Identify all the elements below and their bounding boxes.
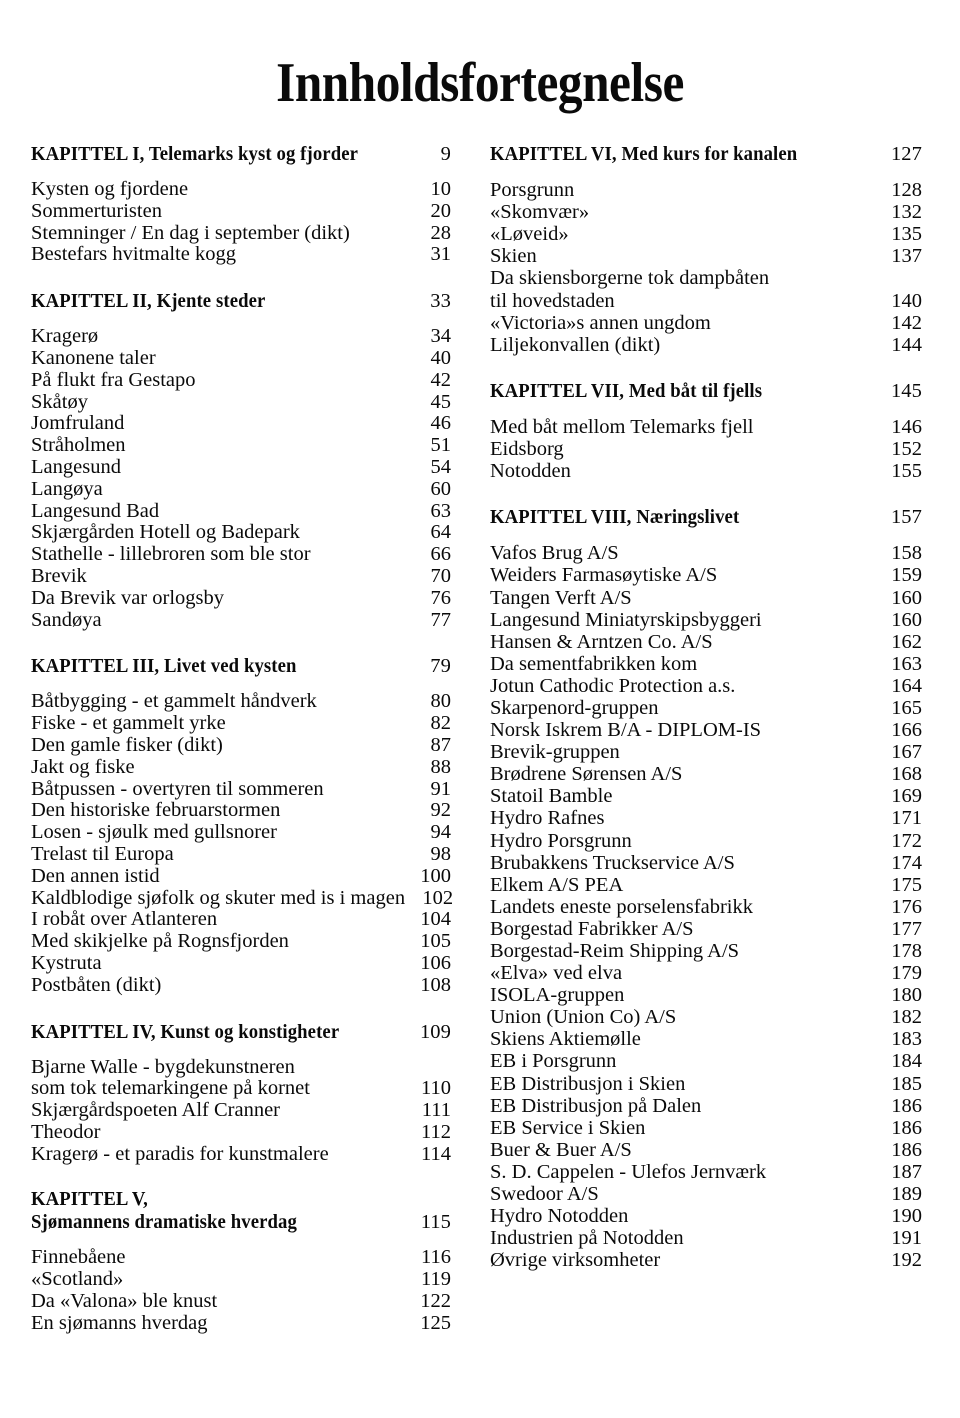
section-gap <box>490 482 922 506</box>
chapter-label: KAPITTEL V, <box>31 1189 148 1211</box>
toc-entry-row[interactable] <box>31 435 451 457</box>
toc-entry-row[interactable] <box>31 413 451 435</box>
toc-entry-title: «Skomvær» <box>490 201 590 224</box>
toc-entry-row[interactable] <box>490 1050 922 1072</box>
toc-entry-row[interactable] <box>490 416 922 438</box>
toc-entry-title: Finnebåene <box>31 1246 126 1269</box>
toc-entry-row[interactable] <box>31 886 454 910</box>
page-title: Innholdsfortegnelse <box>276 51 684 114</box>
toc-entry-title: Langøya <box>31 477 103 500</box>
section-gap <box>31 997 451 1021</box>
toc-entry-title: S. D. Cappelen - Ulefos Jernværk <box>490 1160 767 1183</box>
toc-entry-row[interactable] <box>490 675 922 697</box>
toc-entry-page-number: 125 <box>420 1311 451 1334</box>
toc-entry-page-number: 28 <box>430 221 451 244</box>
toc-entry-row[interactable] <box>31 1144 451 1166</box>
toc-entry-title: Borgestad Fabrikker A/S <box>490 917 694 940</box>
toc-entry-row[interactable] <box>31 501 451 523</box>
toc-entry-title: til hovedstaden <box>490 289 615 312</box>
toc-entry-page-number: 91 <box>430 777 451 800</box>
toc-entry-title: Da «Valona» ble knust <box>31 1290 218 1313</box>
toc-entry-title: Den historiske februarstormen <box>31 799 281 822</box>
toc-entry-page-number: 172 <box>891 829 922 852</box>
chapter-label: KAPITTEL III, Livet ved kysten <box>31 656 297 678</box>
toc-entry-title: som tok telemarkingene på kornet <box>31 1077 310 1100</box>
toc-entry-page-number: 183 <box>891 1028 922 1051</box>
toc-entry-row[interactable] <box>31 713 451 735</box>
toc-entry-page-number: 186 <box>891 1094 922 1117</box>
toc-entry-row[interactable] <box>490 874 922 896</box>
toc-entry-title: Stråholmen <box>31 434 126 457</box>
toc-entry-page-number: 159 <box>891 564 922 587</box>
toc-entry-row[interactable] <box>490 460 922 482</box>
toc-entry-page-number: 160 <box>891 586 922 609</box>
toc-entry-row[interactable] <box>490 290 922 312</box>
toc-entry-page-number: 171 <box>891 807 922 830</box>
toc-entry-title: Jomfruland <box>31 412 125 435</box>
toc-entry-page-number: 111 <box>421 1099 451 1122</box>
toc-entry-title: Skåtøy <box>31 390 88 413</box>
toc-entry-page-number: 184 <box>891 1050 922 1073</box>
toc-entry-page-number: 144 <box>891 333 922 356</box>
toc-entry-title: Kragerø - et paradis for kunstmalere <box>31 1142 329 1165</box>
toc-entry-title: Kragerø <box>31 325 99 348</box>
toc-entry-page-number: 108 <box>420 973 451 996</box>
toc-column-right <box>490 143 922 1271</box>
toc-entry-title: «Scotland» <box>31 1268 124 1291</box>
toc-entry-page-number: 106 <box>420 951 451 974</box>
toc-entry-row[interactable] <box>490 542 922 564</box>
toc-entry-title: Notodden <box>490 460 571 483</box>
toc-column-left <box>31 143 454 1335</box>
toc-entry-title: Kysten og fjordene <box>31 178 189 200</box>
toc-entry-row[interactable] <box>490 1117 922 1139</box>
chapter-page-number: 79 <box>430 655 451 678</box>
chapter-gap <box>31 1044 451 1057</box>
toc-entry-title: I robåt over Atlanteren <box>31 908 218 931</box>
toc-entry-row[interactable] <box>31 844 451 866</box>
toc-entry-title: Statoil Bamble <box>490 785 613 808</box>
toc-entry-title: Fiske - et gammelt yrke <box>31 712 226 735</box>
toc-entry-row[interactable] <box>490 896 922 918</box>
chapter-row[interactable] <box>490 143 922 166</box>
toc-entry-row[interactable] <box>490 334 922 356</box>
toc-entry-row[interactable] <box>490 1073 922 1095</box>
toc-entry-page-number: 112 <box>421 1120 451 1143</box>
toc-entry-title: Skiens Aktiemølle <box>490 1028 641 1051</box>
toc-entry-title: Elkem A/S PEA <box>490 873 624 896</box>
toc-entry-row[interactable] <box>31 326 451 348</box>
chapter-label: KAPITTEL II, Kjente steder <box>31 291 266 313</box>
toc-entry-row[interactable] <box>490 719 922 741</box>
toc-entry-title: Tangen Verft A/S <box>490 586 632 609</box>
section-gap <box>490 356 922 380</box>
toc-entry-page-number: 128 <box>891 179 922 202</box>
toc-entry-page-number: 190 <box>891 1205 922 1228</box>
toc-entry-title: Jakt og fiske <box>31 755 135 778</box>
chapter-row[interactable] <box>31 143 451 166</box>
toc-entry-row[interactable] <box>31 588 451 610</box>
toc-entry-title: Hydro Rafnes <box>490 807 605 830</box>
toc-entry-title: Liljekonvallen (dikt) <box>490 333 661 356</box>
toc-entry-page-number: 122 <box>420 1290 451 1313</box>
toc-entry-row[interactable] <box>490 852 922 874</box>
toc-entry-page-number: 92 <box>430 799 451 822</box>
toc-entry-page-number: 119 <box>421 1268 451 1291</box>
toc-entry-title: Den annen istid <box>31 864 160 887</box>
toc-entry-row[interactable] <box>490 201 922 223</box>
toc-entry-title: Weiders Farmasøytiske A/S <box>490 564 718 587</box>
toc-entry-title: Båtbygging - et gammelt håndverk <box>31 690 317 713</box>
toc-entry-page-number: 168 <box>891 763 922 786</box>
toc-entry-title: Skarpenord-gruppen <box>490 696 659 719</box>
toc-entry-title: Stemninger / En dag i september (dikt) <box>31 221 350 244</box>
chapter-row[interactable] <box>31 1189 451 1211</box>
toc-entry-page-number: 140 <box>891 289 922 312</box>
section-gap <box>31 1165 451 1189</box>
toc-entry-page-number: 102 <box>422 886 454 909</box>
toc-entry-page-number: 135 <box>891 223 922 246</box>
toc-entry-row[interactable] <box>31 348 451 370</box>
toc-entry-row[interactable] <box>490 1006 922 1028</box>
chapter-gap <box>490 166 922 179</box>
toc-entry-row[interactable] <box>31 479 451 501</box>
toc-entry-title: Landets eneste porselensfabrikk <box>490 895 753 918</box>
toc-entry-title: Med båt mellom Telemarks fjell <box>490 415 754 438</box>
toc-entry-page-number: 167 <box>891 741 922 764</box>
chapter-row[interactable] <box>31 290 451 313</box>
toc-entry-row[interactable] <box>31 735 451 757</box>
toc-entry-title: Jotun Cathodic Protection a.s. <box>490 674 736 697</box>
toc-entry-page-number: 70 <box>430 564 451 587</box>
toc-entry-page-number: 165 <box>891 696 922 719</box>
toc-entry-row[interactable] <box>490 1183 922 1205</box>
toc-entry-page-number: 94 <box>430 821 451 844</box>
toc-entry-page-number: 34 <box>430 325 451 348</box>
toc-entry-page-number: 177 <box>891 917 922 940</box>
toc-entry-page-number: 105 <box>420 930 451 953</box>
toc-entry-page-number: 100 <box>420 864 451 887</box>
toc-entry-row[interactable] <box>31 223 451 245</box>
toc-entry-page-number: 42 <box>430 368 451 391</box>
toc-entry-page-number: 155 <box>891 460 922 483</box>
toc-entry-title: Brødrene Sørensen A/S <box>490 763 683 786</box>
toc-entry-page-number: 160 <box>891 608 922 631</box>
toc-entry-page-number: 158 <box>891 542 922 565</box>
toc-entry-row[interactable] <box>490 962 922 984</box>
toc-entry-title: Porsgrunn <box>490 179 575 202</box>
chapter-label-line2: Sjømannens dramatiske hverdag <box>31 1212 297 1234</box>
toc-entry-row[interactable] <box>31 1122 451 1144</box>
chapter-row[interactable] <box>31 1211 451 1234</box>
toc-entry-page-number: 82 <box>430 712 451 735</box>
toc-entry-title: Industrien på Notodden <box>490 1227 684 1250</box>
toc-entry-title: Langesund Bad <box>31 499 160 522</box>
toc-entry-page-number: 191 <box>891 1227 922 1250</box>
toc-entry-title: «Løveid» <box>490 223 569 246</box>
toc-entry-title: Hydro Porsgrunn <box>490 829 632 852</box>
toc-entry-title: EB i Porsgrunn <box>490 1050 617 1073</box>
toc-entry-page-number: 45 <box>430 390 451 413</box>
toc-entry-row[interactable] <box>490 918 922 940</box>
toc-entry-row[interactable] <box>31 522 451 544</box>
toc-entry-title: Hydro Notodden <box>490 1205 629 1228</box>
toc-entry-row[interactable] <box>490 807 922 829</box>
toc-entry-title: Skjærgårdspoeten Alf Cranner <box>31 1099 280 1122</box>
toc-entry-page-number: 146 <box>891 415 922 438</box>
toc-entry-page-number: 132 <box>891 201 922 224</box>
chapter-page-number: 145 <box>890 379 922 402</box>
toc-entry-title: Båtpussen - overtyren til sommeren <box>31 777 324 800</box>
toc-entry-title: Bjarne Walle - bygdekunstneren <box>31 1055 295 1078</box>
toc-entry-title: EB Distribusjon på Dalen <box>490 1094 702 1117</box>
toc-entry-row[interactable] <box>490 785 922 807</box>
toc-entry-title: Med skikjelke på Rognsfjorden <box>31 930 289 953</box>
toc-entry-row[interactable] <box>31 1057 451 1079</box>
chapter-label: KAPITTEL I, Telemarks kyst og fjorder <box>31 144 359 165</box>
toc-entry-page-number: 162 <box>891 630 922 653</box>
toc-entry-title: Buer & Buer A/S <box>490 1138 632 1161</box>
chapter-row[interactable] <box>490 380 922 403</box>
toc-entry-row[interactable] <box>31 931 451 953</box>
chapter-row[interactable] <box>31 1021 451 1044</box>
toc-entry-page-number: 166 <box>891 719 922 742</box>
toc-entry-page-number: 185 <box>891 1072 922 1095</box>
toc-entry-page-number: 104 <box>420 908 451 931</box>
toc-entry-row[interactable] <box>31 822 451 844</box>
toc-entry-page-number: 178 <box>891 940 922 962</box>
toc-entry-row[interactable] <box>490 223 922 245</box>
toc-entry-title: Langesund <box>31 455 121 478</box>
chapter-page-number: 127 <box>890 143 922 165</box>
toc-entry-title: Sommerturisten <box>31 199 162 222</box>
toc-entry-page-number: 174 <box>891 851 922 874</box>
toc-entry-title: Skjærgården Hotell og Badepark <box>31 521 300 544</box>
toc-entry-page-number: 189 <box>891 1183 922 1206</box>
toc-entry-row[interactable] <box>31 610 451 632</box>
toc-entry-row[interactable] <box>490 741 922 763</box>
toc-entry-title: Borgestad-Reim Shipping A/S <box>490 940 740 962</box>
toc-entry-title: Eidsborg <box>490 438 564 461</box>
toc-entry-page-number: 60 <box>430 477 451 500</box>
toc-entry-row[interactable] <box>31 1078 451 1100</box>
toc-entry-page-number: 66 <box>430 543 451 566</box>
toc-entry-title: Kystruta <box>31 951 102 974</box>
toc-entry-row[interactable] <box>31 691 451 713</box>
toc-entry-row[interactable] <box>490 587 922 609</box>
toc-entry-page-number: 76 <box>430 586 451 609</box>
toc-entry-row[interactable] <box>31 779 451 801</box>
chapter-page-number: 157 <box>890 506 922 529</box>
toc-entry-title: Brevik-gruppen <box>490 741 620 764</box>
toc-entry-title: Bestefars hvitmalte kogg <box>31 243 236 266</box>
toc-entry-row[interactable] <box>31 1247 451 1269</box>
toc-entry-page-number: 142 <box>891 311 922 334</box>
toc-entry-page-number: 192 <box>891 1249 922 1272</box>
chapter-page-number: 115 <box>420 1211 451 1234</box>
toc-entry-row[interactable] <box>31 544 451 566</box>
toc-entry-page-number: 80 <box>430 690 451 713</box>
toc-entry-page-number: 63 <box>430 499 451 522</box>
section-gap <box>31 631 451 655</box>
toc-entry-row[interactable] <box>31 757 451 779</box>
toc-entry-row[interactable] <box>490 245 922 267</box>
toc-entry-page-number: 152 <box>891 438 922 461</box>
toc-entry-page-number: 163 <box>891 652 922 675</box>
toc-entry-title: Theodor <box>31 1120 101 1143</box>
toc-entry-row[interactable] <box>490 438 922 460</box>
toc-entry-row[interactable] <box>31 566 451 588</box>
toc-entry-title: På flukt fra Gestapo <box>31 368 196 391</box>
toc-entry-row[interactable] <box>31 1269 451 1291</box>
toc-entry-page-number: 180 <box>891 984 922 1007</box>
toc-entry-page-number: 98 <box>430 842 451 865</box>
toc-entry-page-number: 187 <box>891 1160 922 1183</box>
chapter-page-number: 9 <box>440 143 451 165</box>
toc-entry-page-number: 186 <box>891 1116 922 1139</box>
toc-entry-row[interactable] <box>490 1249 922 1271</box>
toc-entry-title: ISOLA-gruppen <box>490 984 625 1007</box>
toc-entry-row[interactable] <box>490 1095 922 1117</box>
toc-entry-title: «Victoria»s annen ungdom <box>490 311 711 334</box>
toc-entry-row[interactable] <box>31 800 451 822</box>
toc-entry-title: Kaldblodige sjøfolk og skuter med is i magen <box>31 886 406 909</box>
toc-entry-title: Da skiensborgerne tok dampbåten <box>490 267 770 290</box>
chapter-gap <box>490 403 922 416</box>
chapter-row[interactable] <box>31 655 451 678</box>
toc-entry-page-number: 182 <box>891 1006 922 1029</box>
toc-entry-page-number: 175 <box>891 873 922 896</box>
toc-entry-row[interactable] <box>31 909 451 931</box>
toc-entry-title: Brubakkens Truckservice A/S <box>490 851 735 874</box>
toc-entry-row[interactable] <box>31 244 451 266</box>
toc-entry-title: Da Brevik var orlogsby <box>31 586 224 609</box>
toc-entry-page-number: 46 <box>430 412 451 435</box>
toc-entry-title: EB Distribusjon i Skien <box>490 1072 686 1095</box>
toc-entry-row[interactable] <box>31 1100 451 1122</box>
toc-entry-page-number: 51 <box>430 434 451 457</box>
toc-entry-page-number: 87 <box>430 733 451 756</box>
toc-entry-page-number: 54 <box>430 455 451 478</box>
toc-entry-page-number: 40 <box>430 346 451 369</box>
chapter-gap <box>490 529 922 542</box>
chapter-label: KAPITTEL VIII, Næringslivet <box>490 507 740 529</box>
toc-entry-row[interactable] <box>31 866 451 888</box>
chapter-row[interactable] <box>490 506 922 529</box>
toc-entry-page-number: 179 <box>891 962 922 985</box>
chapter-page-number: 33 <box>430 290 451 313</box>
toc-entry-page-number: 137 <box>891 245 922 268</box>
toc-entry-title: Øvrige virksomheter <box>490 1249 661 1272</box>
toc-entry-row[interactable] <box>31 201 451 223</box>
toc-entry-row[interactable] <box>490 312 922 334</box>
section-gap <box>31 266 451 290</box>
toc-entry-row[interactable] <box>490 653 922 675</box>
toc-entry-row[interactable] <box>490 1161 922 1183</box>
toc-entry-title: EB Service i Skien <box>490 1116 646 1139</box>
toc-entry-title: Postbåten (dikt) <box>31 973 162 996</box>
toc-entry-title: Sandøya <box>31 608 102 631</box>
toc-entry-title: Brevik <box>31 564 87 587</box>
toc-entry-row[interactable] <box>490 1028 922 1050</box>
toc-entry-page-number: 176 <box>891 895 922 918</box>
toc-entry-row[interactable] <box>490 940 922 962</box>
toc-entry-title: Vafos Brug A/S <box>490 542 619 565</box>
toc-entry-row[interactable] <box>490 564 922 586</box>
toc-entry-page-number: 77 <box>430 608 451 631</box>
toc-entry-page-number: 64 <box>430 521 451 544</box>
toc-entry-row[interactable] <box>490 631 922 653</box>
toc-entry-title: Hansen & Arntzen Co. A/S <box>490 630 713 653</box>
toc-entry-row[interactable] <box>490 984 922 1006</box>
toc-entry-title: Da sementfabrikken kom <box>490 652 698 675</box>
chapter-label: KAPITTEL VI, Med kurs for kanalen <box>490 144 798 165</box>
toc-entry-title: En sjømanns hverdag <box>31 1311 208 1334</box>
toc-entry-title: Swedoor A/S <box>490 1183 599 1206</box>
toc-entry-page-number: 20 <box>430 199 451 222</box>
toc-entry-title: Skien <box>490 245 537 268</box>
toc-entry-row[interactable] <box>31 975 451 997</box>
toc-entry-title: Stathelle - lillebroren som ble stor <box>31 543 311 566</box>
toc-entry-row[interactable] <box>31 1291 451 1313</box>
toc-entry-row[interactable] <box>31 953 451 975</box>
toc-entry-row[interactable] <box>490 179 922 201</box>
toc-entry-row[interactable] <box>490 763 922 785</box>
toc-entry-page-number: 164 <box>891 674 922 697</box>
toc-entry-page-number: 31 <box>430 243 451 266</box>
toc-entry-row[interactable] <box>31 1313 451 1335</box>
toc-entry-title: Den gamle fisker (dikt) <box>31 733 223 756</box>
toc-entry-row[interactable] <box>490 697 922 719</box>
toc-entry-page-number: 116 <box>421 1246 451 1269</box>
chapter-page-number: 109 <box>419 1020 451 1043</box>
toc-entry-row[interactable] <box>490 830 922 852</box>
toc-entry-row[interactable] <box>490 267 922 289</box>
toc-entry-title: «Elva» ved elva <box>490 962 623 985</box>
toc-entry-row[interactable] <box>490 1139 922 1161</box>
toc-entry-row[interactable] <box>31 457 451 479</box>
toc-entry-page-number: 88 <box>430 755 451 778</box>
chapter-label: KAPITTEL IV, Kunst og konstigheter <box>31 1021 340 1043</box>
toc-entry-title: Union (Union Co) A/S <box>490 1006 677 1029</box>
toc-entry-title: Norsk Iskrem B/A - DIPLOM-IS <box>490 719 762 742</box>
toc-entry-page-number: 110 <box>421 1077 451 1100</box>
toc-entry-row[interactable] <box>31 370 451 392</box>
toc-entry-title: Trelast til Europa <box>31 842 174 865</box>
toc-entry-title: Losen - sjøulk med gullsnorer <box>31 821 277 844</box>
toc-entry-title: Kanonene taler <box>31 346 156 369</box>
toc-entry-page-number: 186 <box>891 1138 922 1161</box>
toc-entry-row[interactable] <box>490 1227 922 1249</box>
toc-entry-page-number: 114 <box>421 1142 451 1165</box>
toc-entry-page-number: 169 <box>891 785 922 808</box>
toc-entry-row[interactable] <box>31 392 451 414</box>
toc-entry-page-number: 10 <box>430 178 451 200</box>
chapter-label: KAPITTEL VII, Med båt til fjells <box>490 380 763 402</box>
toc-entry-row[interactable] <box>490 1205 922 1227</box>
toc-entry-row[interactable] <box>31 179 451 201</box>
toc-entry-title: Langesund Miniatyrskipsbyggeri <box>490 608 762 631</box>
toc-entry-row[interactable] <box>490 609 922 631</box>
